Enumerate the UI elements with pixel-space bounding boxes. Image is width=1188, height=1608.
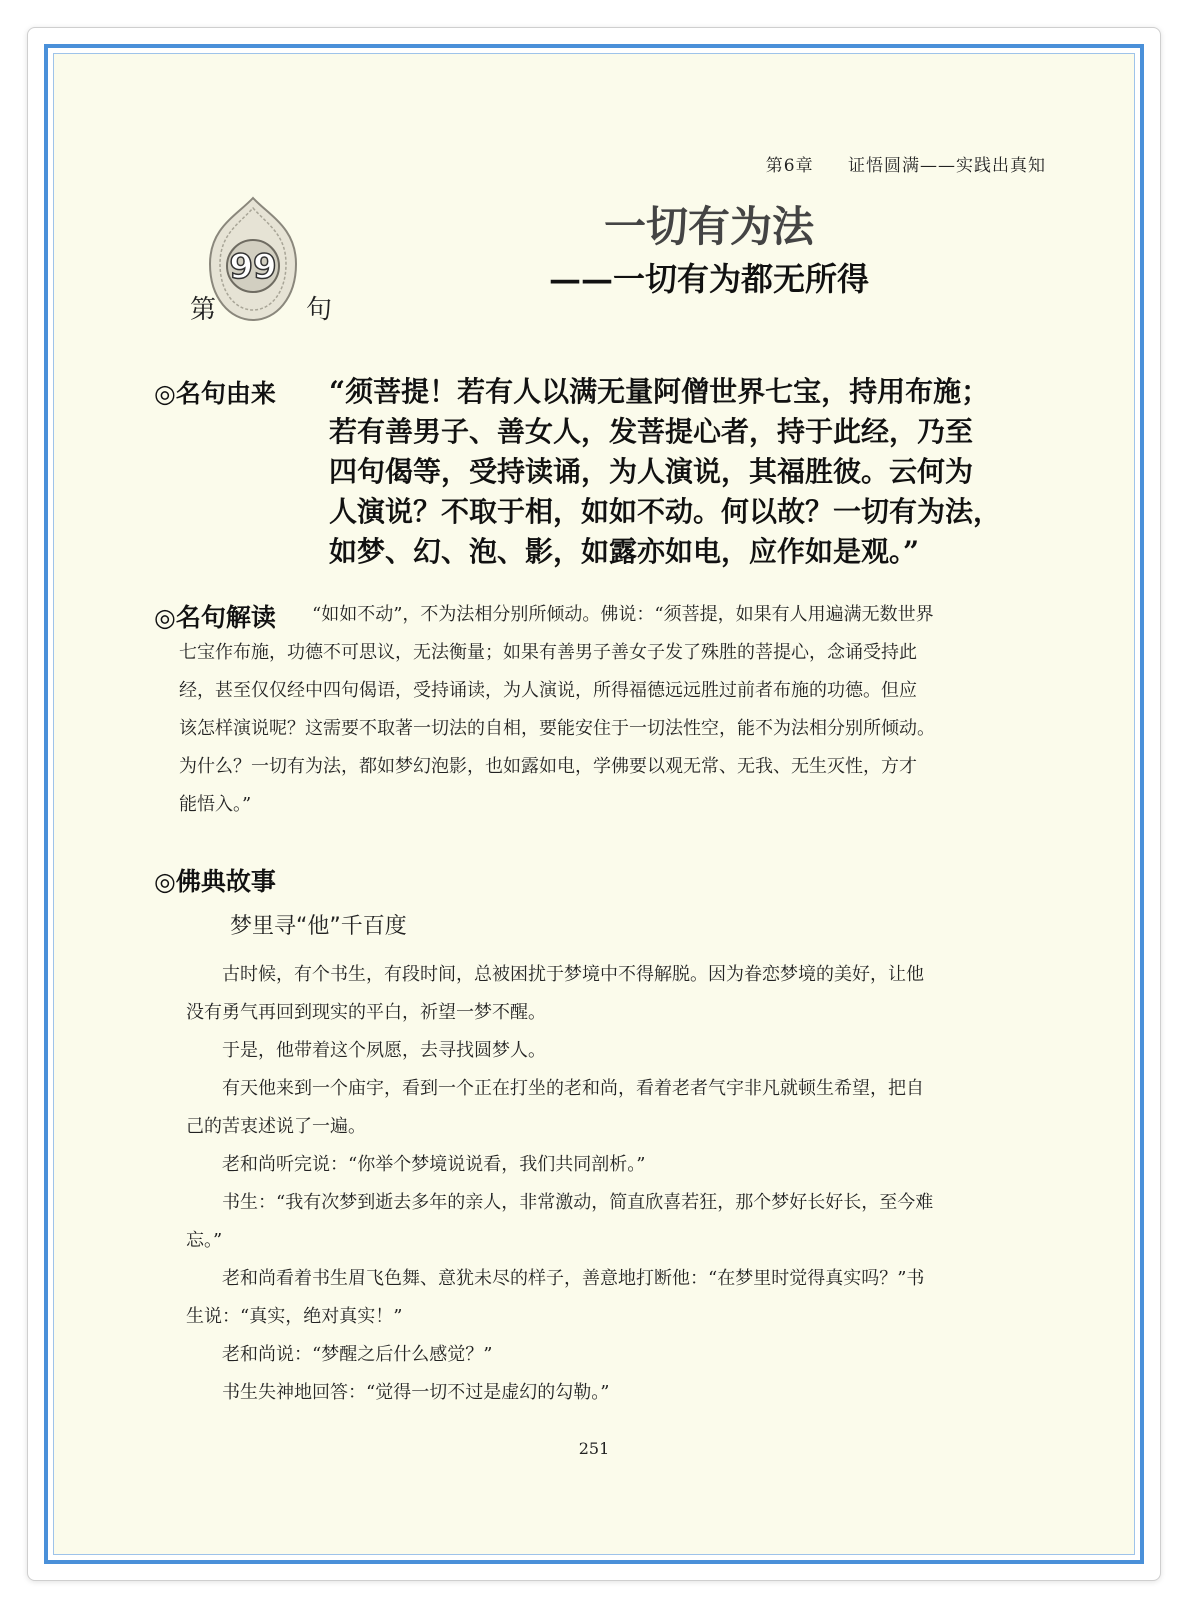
story-line: 老和尚看着书生眉飞色舞、意犹未尽的样子，善意地打断他：“在梦里时觉得真实吗？”书 — [222, 1268, 925, 1289]
quote-line: “须菩提！若有人以满无量阿僧世界七宝，持用布施； — [329, 375, 990, 408]
quote-line: 若有善男子、善女人，发菩提心者，持于此经，乃至 — [329, 415, 974, 448]
story-line: 忘。” — [186, 1230, 223, 1251]
body-line: 七宝作布施，功德不可思议，无法衡量；如果有善男子善女子发了殊胜的菩提心，念诵受持此 — [179, 642, 917, 663]
emblem-left-char: 第 — [190, 295, 217, 325]
story-title: 梦里寻“他”千百度 — [230, 914, 407, 939]
quote-line: 四句偈等，受持读诵，为人演说，其福胜彼。云何为 — [329, 455, 974, 488]
story-line: 古时候，有个书生，有段时间，总被困扰于梦境中不得解脱。因为眷恋梦境的美好，让他 — [222, 964, 924, 985]
interpretation-first-line — [312, 596, 1052, 634]
story-body — [186, 956, 1056, 1412]
body-line: 为什么？一切有为法，都如梦幻泡影，也如露如电，学佛要以观无常、无我、无生灭性，方才 — [179, 756, 917, 777]
story-line: 生说：“真实，绝对真实！” — [186, 1306, 403, 1327]
interpretation-body — [179, 634, 1049, 824]
story-line: 老和尚听完说：“你举个梦境说说看，我们共同剖析。” — [222, 1154, 646, 1175]
verse-subtitle: ——一切有为都无所得 — [548, 260, 869, 298]
quote-line: 人演说？不取于相，如如不动。何以故？一切有为法， — [329, 495, 1002, 528]
running-header — [766, 151, 1046, 176]
origin-heading: ◎名句由来 — [154, 379, 276, 408]
interpretation-heading: ◎名句解读 — [154, 603, 276, 632]
emblem-ornament — [178, 194, 333, 334]
story-heading: ◎佛典故事 — [154, 867, 276, 896]
story-line: 己的苦衷述说了一遍。 — [186, 1116, 366, 1137]
verse-title: 一切有为法 — [603, 202, 814, 251]
page-frame — [44, 44, 1144, 1564]
body-line: 该怎样演说呢？这需要不取著一切法的自相，要能安住于一切法性空，能不为法相分别所倾动。 — [179, 718, 935, 739]
story-line: 书生失神地回答：“觉得一切不过是虚幻的勾勒。” — [222, 1382, 610, 1403]
emblem-right-char: 句 — [306, 295, 333, 325]
chapter-label: 第6章 — [765, 156, 814, 176]
story-line: 没有勇气再回到现实的平白，祈望一梦不醒。 — [186, 1002, 546, 1023]
origin-quote — [329, 372, 1049, 572]
quote-line: 如梦、幻、泡、影，如露亦如电，应作如是观。” — [329, 535, 920, 568]
body-line: “如如不动”，不为法相分别所倾动。佛说：“须菩提，如果有人用遍满无数世界 — [312, 604, 934, 625]
story-line: 有天他来到一个庙宇，看到一个正在打坐的老和尚，看着老者气宇非凡就顿生希望，把自 — [222, 1078, 924, 1099]
emblem-number: 99 — [229, 247, 277, 287]
book-page — [53, 53, 1135, 1555]
story-line: 书生：“我有次梦到逝去多年的亲人，非常激动，简直欣喜若狂，那个梦好长好长，至今难 — [222, 1192, 934, 1213]
body-line: 能悟入。” — [179, 794, 252, 815]
chapter-title: 证悟圆满——实践出真知 — [848, 156, 1046, 176]
page-number: 251 — [578, 1439, 610, 1458]
story-line: 于是，他带着这个夙愿，去寻找圆梦人。 — [222, 1040, 546, 1061]
story-line: 老和尚说：“梦醒之后什么感觉？” — [222, 1344, 493, 1365]
body-line: 经，甚至仅仅经中四句偈语，受持诵读，为人演说，所得福德远远胜过前者布施的功德。但应 — [179, 680, 917, 701]
